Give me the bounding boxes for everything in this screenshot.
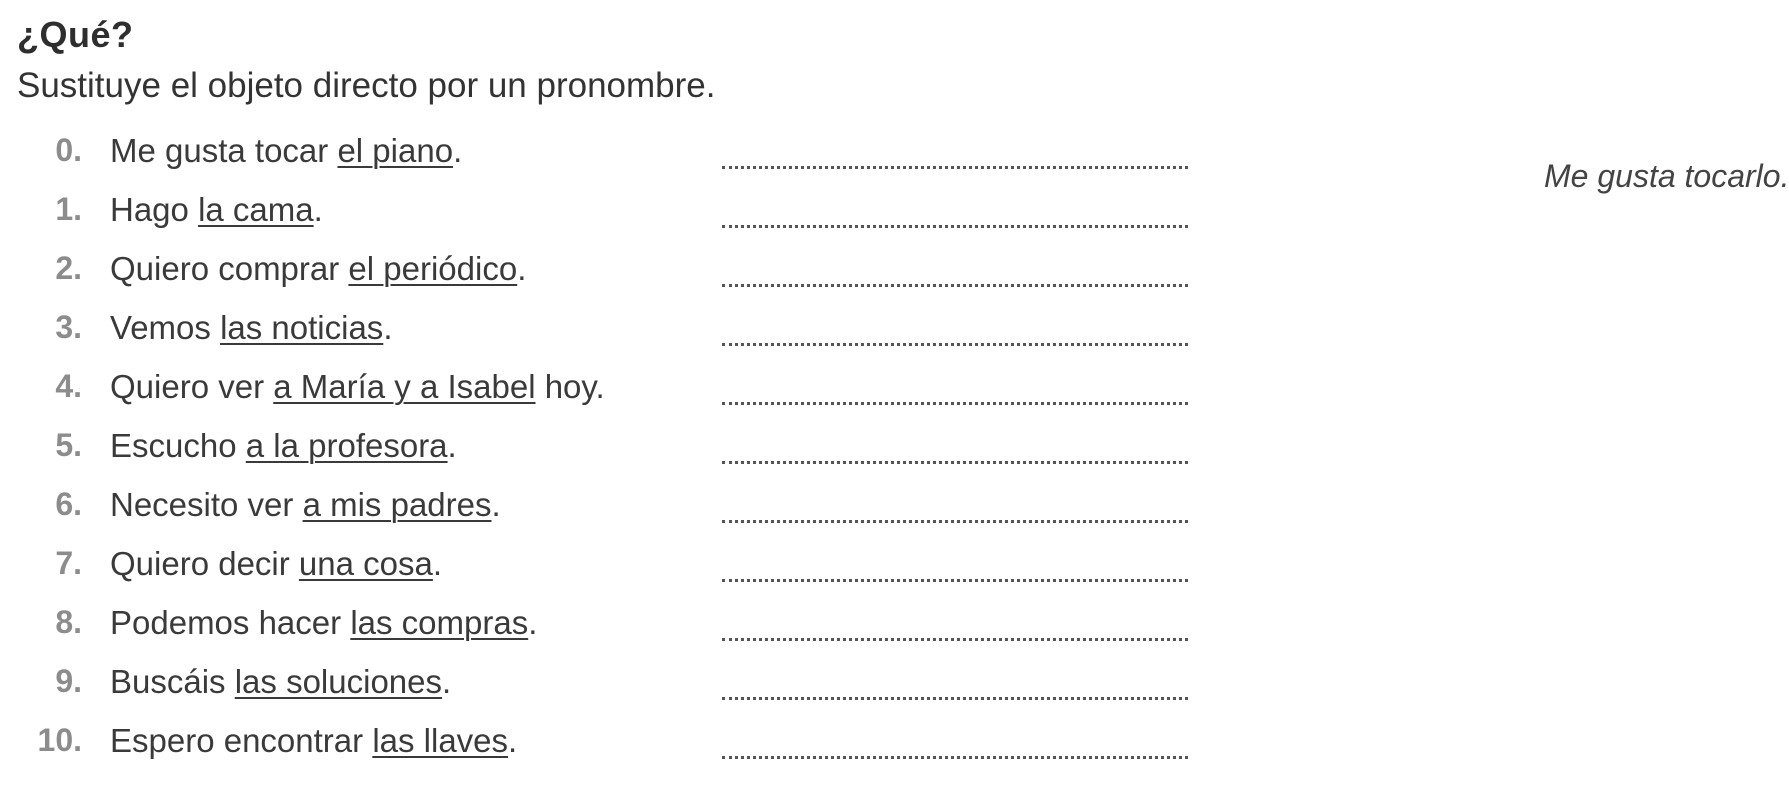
direct-object: las llaves [372, 722, 509, 759]
exercise-list [0, 128, 1789, 777]
exercise-item [0, 541, 1253, 600]
sentence-pre: Me gusta tocar [110, 132, 338, 169]
direct-object: a la profesora [245, 427, 448, 464]
item-sentence [110, 486, 501, 524]
direct-object: a María y a Isabel [273, 368, 536, 405]
answer-line[interactable] [722, 284, 1188, 287]
direct-object: las compras [350, 604, 529, 641]
sentence-pre: Hago [110, 191, 199, 228]
answer-text: Me gusta tocarlo. [1544, 158, 1789, 194]
exercise-heading: ¿Qué? [17, 14, 134, 55]
sentence-post: . [432, 545, 443, 582]
sentence-post: . [517, 250, 527, 287]
sentence-post: . [313, 191, 323, 228]
item-sentence [110, 132, 462, 170]
answer-line[interactable] [722, 158, 1789, 194]
sentence-pre: Buscáis [110, 663, 235, 700]
sentence-post: . [528, 604, 538, 641]
exercise-item [0, 128, 1789, 194]
item-sentence [110, 368, 605, 406]
item-sentence [110, 663, 451, 701]
exercise-item [0, 423, 1253, 482]
answer-line[interactable] [722, 638, 1188, 641]
sentence-pre: Espero encontrar [110, 722, 373, 759]
item-sentence [110, 250, 526, 288]
sentence-post: . [491, 486, 501, 523]
sentence-pre: Necesito ver [110, 486, 303, 523]
item-number: 8. [55, 604, 82, 640]
answer-line[interactable] [722, 520, 1188, 523]
item-number: 9. [55, 663, 82, 699]
exercise-item [0, 482, 1253, 541]
item-number: 10. [37, 722, 82, 758]
item-sentence [110, 309, 392, 347]
item-number: 7. [55, 545, 82, 581]
sentence-post: hoy. [535, 368, 605, 405]
answer-line[interactable] [722, 343, 1188, 346]
item-number: 0. [55, 132, 82, 168]
exercise-item [0, 364, 1253, 423]
exercise-item [0, 600, 1253, 659]
item-number: 2. [55, 250, 82, 286]
answer-line[interactable] [722, 402, 1188, 405]
exercise-item [0, 187, 1253, 246]
sentence-pre: Quiero decir [110, 545, 299, 582]
item-number: 1. [55, 191, 82, 227]
exercise-item [0, 659, 1253, 718]
sentence-pre: Quiero comprar [110, 250, 349, 287]
sentence-post: . [442, 663, 452, 700]
exercise-item [0, 718, 1253, 777]
exercise-item [0, 305, 1253, 364]
sentence-pre: Vemos [110, 309, 221, 346]
answer-line[interactable] [722, 461, 1188, 464]
item-number: 4. [55, 368, 82, 404]
direct-object: el periódico [348, 250, 518, 287]
item-sentence [110, 191, 323, 229]
answer-line[interactable] [722, 225, 1188, 228]
item-sentence [110, 545, 442, 583]
sentence-pre: Quiero ver [110, 368, 274, 405]
direct-object: las soluciones [234, 663, 442, 700]
sentence-post: . [447, 427, 457, 464]
sentence-post: . [453, 132, 463, 169]
item-sentence [110, 427, 457, 465]
direct-object: la cama [198, 191, 314, 228]
item-number: 3. [55, 309, 82, 345]
direct-object: las noticias [220, 309, 384, 346]
item-sentence [110, 722, 517, 760]
direct-object: el piano [337, 132, 454, 169]
answer-line[interactable] [722, 579, 1188, 582]
sentence-pre: Escucho [110, 427, 246, 464]
item-number: 5. [55, 427, 82, 463]
sentence-post: . [383, 309, 393, 346]
item-number: 6. [55, 486, 82, 522]
direct-object: una cosa [298, 545, 433, 582]
direct-object: a mis padres [302, 486, 492, 523]
sentence-post: . [508, 722, 518, 759]
exercise-instruction: Sustituye el objeto directo por un pronombre. [17, 66, 716, 105]
item-sentence [110, 604, 537, 642]
exercise-item [0, 246, 1253, 305]
sentence-pre: Podemos hacer [110, 604, 351, 641]
answer-line[interactable] [722, 697, 1188, 700]
answer-line[interactable] [722, 756, 1188, 759]
